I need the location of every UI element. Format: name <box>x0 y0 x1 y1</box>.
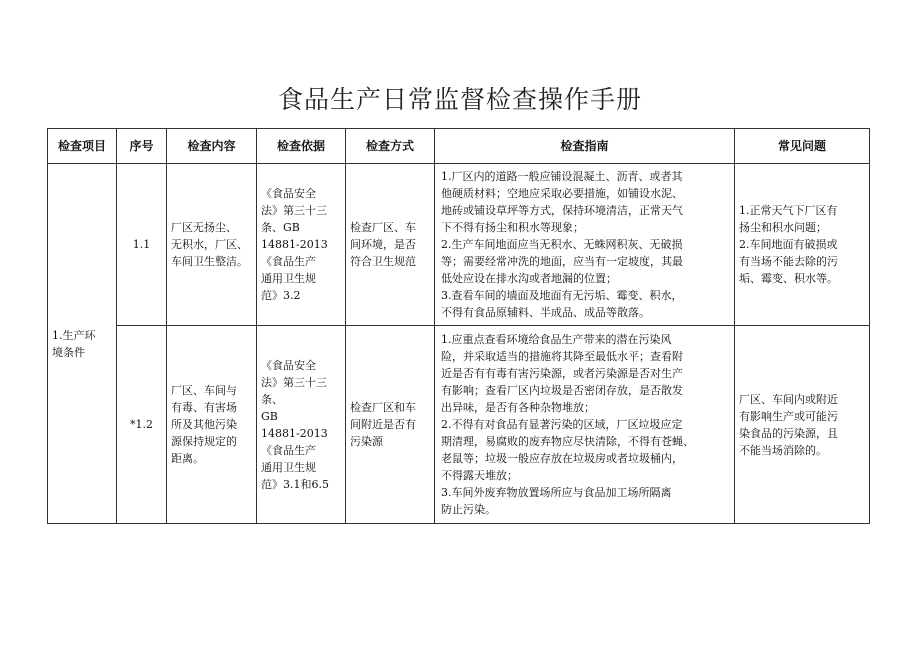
content-cell <box>167 326 257 524</box>
problems-cell <box>735 326 870 524</box>
basis-text: 《食品安全 法》第三十三 条、GB 14881-2013 《食品生产 通用卫生规 范》3.2 <box>261 187 328 302</box>
header-inspection-method: 检查方式 <box>346 129 435 164</box>
inspection-table <box>47 128 870 524</box>
content-text: 厂区、车间与 有毒、有害场 所及其他污染 源保持规定的 距离。 <box>171 384 237 465</box>
inspection-item-text: 1.生产环 境条件 <box>52 328 96 359</box>
problems-text: 厂区、车间内或附近 有影响生产或可能污 染食品的污染源，且 不能当场消除的。 <box>739 392 838 457</box>
method-text: 检查厂区和车 间附近是否有 污染源 <box>350 401 416 448</box>
header-inspection-guide: 检查指南 <box>435 129 735 164</box>
guide-text: 1.应重点查看环境给食品生产带来的潜在污染风 险，并采取适当的措施将其降至最低水平；查看附 近是否有有毒有害污染源，或者污染源是否对生产 有影响；查看厂区内垃圾是否密闭存放，是否散发 出异味，是否有各种杂物堆放； 2.不得有对食品有显著污染的区域，厂区垃圾应定 期清理，易腐败的废弃物应尽快清除，不得有苍蝇、 老鼠等；垃圾一般应存放在垃圾房或者垃圾桶内， 不得露天堆放； 3.车间外废弃物放置场所应与食品加工场所隔离 防止污染。 <box>441 333 694 516</box>
serial-number-cell: *1.2 <box>117 326 167 524</box>
header-inspection-item: 检查项目 <box>48 129 117 164</box>
guide-text: 1.厂区内的道路一般应铺设混凝土、沥青、或者其 他硬质材料；空地应采取必要措施，如铺设水泥、 地砖或铺设草坪等方式，保持环境清洁，正常天气 下不得有扬尘和积水等现象； 2.生产车间地面应当无积水、无蛛网积灰、无破损 等；需要经常冲洗的地面，应当有一定坡度，其最 低处应设在排水沟或者地漏的位置； 3.查看车间的墙面及地面有无污垢、霉变、积水， 不得有食品原辅料、半成品、成品等散落。 <box>441 170 683 319</box>
method-text: 检查厂区、车 间环境，是否 符合卫生规范 <box>350 221 416 268</box>
content-text: 厂区无扬尘、 无积水，厂区、 车间卫生整洁。 <box>171 221 248 268</box>
problems-cell <box>735 164 870 326</box>
serial-number-cell: 1.1 <box>117 164 167 326</box>
basis-cell <box>257 326 346 524</box>
page-title: 食品生产日常监督检查操作手册 <box>277 85 642 114</box>
header-common-problems: 常见问题 <box>735 129 870 164</box>
basis-text: 《食品安全 法》第三十三 条、 GB 14881-2013 《食品生产 通用卫生规 范》3.1和6.5 <box>261 358 329 491</box>
header-inspection-content: 检查内容 <box>167 129 257 164</box>
header-inspection-basis: 检查依据 <box>257 129 346 164</box>
guide-cell <box>435 326 735 524</box>
header-serial-number: 序号 <box>117 129 167 164</box>
guide-cell <box>435 164 735 326</box>
table-row <box>48 326 870 524</box>
header-row <box>48 129 870 164</box>
table-row <box>48 164 870 326</box>
inspection-item-cell <box>48 164 117 524</box>
method-cell <box>346 164 435 326</box>
basis-cell <box>257 164 346 326</box>
problems-text: 1.正常天气下厂区有 扬尘和积水问题； 2.车间地面有破损或 有当场不能去除的污 垢、霉变、积水等。 <box>739 204 838 285</box>
content-cell <box>167 164 257 326</box>
method-cell <box>346 326 435 524</box>
